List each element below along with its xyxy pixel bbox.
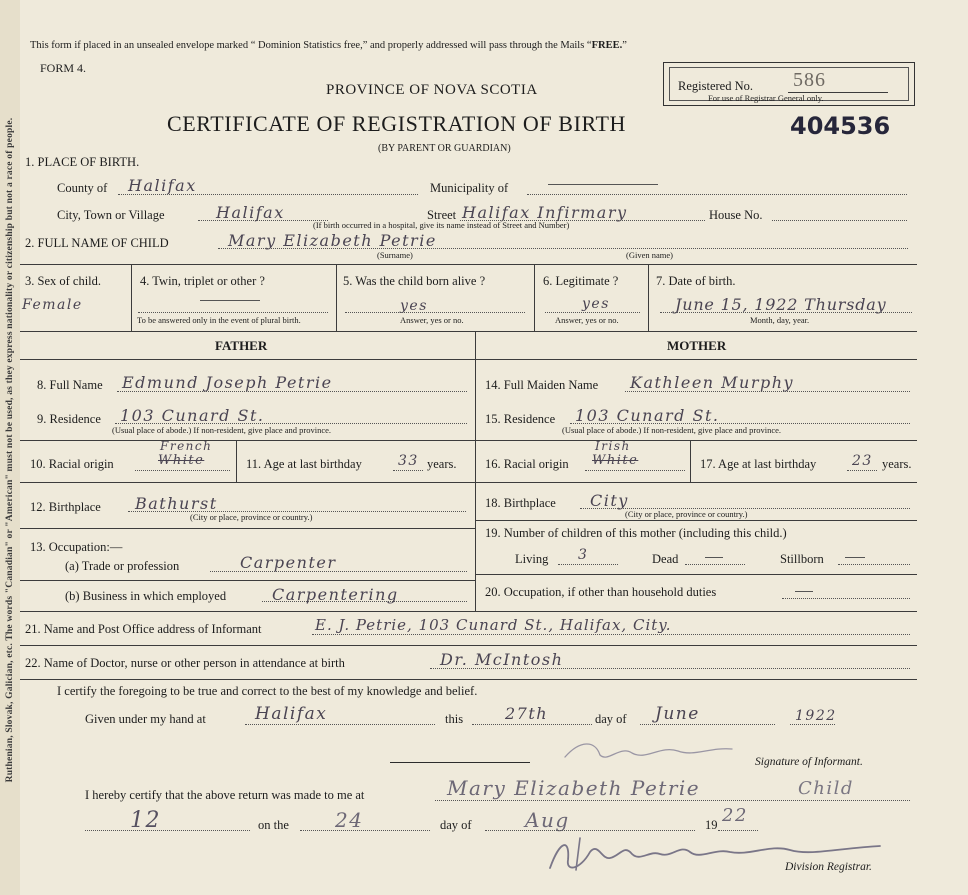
alive-note: Answer, yes or no. [400, 315, 464, 325]
informant-signature [560, 735, 740, 765]
certify-statement: I certify the foregoing to be true and correct to the best of my knowledge and belief. [57, 684, 478, 698]
doctor-label: 22. Name of Doctor, nurse or other person in attendance at birth [25, 656, 345, 670]
mother-birthplace-label: 18. Birthplace [485, 496, 556, 510]
city-label: City, Town or Village [57, 208, 165, 222]
given-name-note: (Given name) [626, 250, 673, 260]
alive-value: yes [400, 298, 428, 314]
mother-name-value: Kathleen Murphy [630, 373, 795, 392]
informant-signature-label: Signature of Informant. [755, 756, 863, 768]
mother-racial-value: White [592, 453, 639, 468]
given-month-value: June [655, 704, 700, 724]
sex-label: 3. Sex of child. [25, 274, 102, 288]
father-name-value: Edmund Joseph Petrie [122, 373, 333, 392]
county-value: Halifax [128, 176, 197, 195]
twin-note: To be answered only in the event of plural birth. [137, 315, 301, 325]
mother-years-label: years. [882, 457, 912, 471]
province-title: PROVINCE OF NOVA SCOTIA [326, 82, 538, 98]
mother-birthplace-note: (City or place, province or country.) [625, 509, 748, 519]
mother-residence-label: 15. Residence [485, 412, 556, 426]
mother-age-label: 17. Age at last birthday [700, 457, 817, 471]
father-heading: FATHER [215, 338, 268, 353]
father-racial-value: White [158, 453, 205, 468]
municipality-label: Municipality of [430, 181, 509, 195]
father-residence-label: 9. Residence [37, 412, 101, 426]
legit-value: yes [582, 296, 610, 312]
father-trade-label: (a) Trade or profession [65, 559, 180, 573]
mother-name-label: 14. Full Maiden Name [485, 378, 599, 392]
child-name-label: 2. FULL NAME OF CHILD [25, 236, 169, 250]
mother-occupation-label: 20. Occupation, if other than household duties [485, 585, 717, 599]
mother-abode-note: (Usual place of abode.) If non-resident, give place and province. [562, 425, 782, 435]
father-business-value: Carpentering [272, 585, 399, 604]
house-label: House No. [709, 208, 763, 222]
registrar-day-of-label: day of [440, 818, 472, 832]
registrar-year: 22 [722, 805, 748, 826]
legit-label: 6. Legitimate ? [543, 274, 619, 288]
hospital-note: (If birth occurred in a hospital, give its name instead of Street and Number) [313, 220, 570, 230]
mother-living-label: Living [515, 552, 549, 566]
child-name-value: Mary Elizabeth Petrie [228, 231, 437, 250]
mother-dead-label: Dead [652, 552, 679, 566]
registrar-day: 24 [335, 808, 364, 832]
form-number: FORM 4. [40, 61, 87, 75]
certificate-title: CERTIFICATE OF REGISTRATION OF BIRTH [167, 111, 626, 136]
given-place-value: Halifax [255, 704, 328, 724]
street-label: Street [427, 208, 457, 222]
mother-stillborn-label: Stillborn [780, 552, 824, 566]
informant-label: 21. Name and Post Office address of Informant [25, 622, 262, 636]
certificate-number: 404536 [790, 112, 891, 140]
day-of-label: day of [595, 712, 627, 726]
division-registrar-label: Division Registrar. [785, 861, 872, 873]
place-of-birth-heading: 1. PLACE OF BIRTH. [25, 155, 140, 169]
father-racial-correction: French [160, 439, 213, 453]
mother-birthplace-value: City [590, 491, 629, 510]
father-age-value: 33 [398, 453, 419, 469]
twin-label: 4. Twin, triplet or other ? [140, 274, 265, 288]
father-occupation-label: 13. Occupation:— [30, 540, 123, 554]
given-label: Given under my hand at [85, 712, 206, 726]
mail-notice: This form if placed in an unsealed envelope marked “ Dominion Statistics free,” and properly addressed will pass through the Mails “FREE.” [30, 40, 627, 51]
given-day-value: 27th [505, 704, 549, 723]
registrar-note: Child [798, 778, 854, 799]
doctor-value: Dr. McIntosh [440, 650, 564, 669]
city-value: Halifax [216, 203, 285, 222]
father-residence-value: 103 Cunard St. [120, 406, 265, 425]
mother-racial-label: 16. Racial origin [485, 457, 569, 471]
father-years-label: years. [427, 457, 457, 471]
father-abode-note: (Usual place of abode.) If non-resident, give place and province. [112, 425, 332, 435]
free-label: FREE. [591, 40, 623, 51]
father-racial-label: 10. Racial origin [30, 457, 114, 471]
registrar-year-prefix: 19 [705, 818, 718, 832]
registered-label: Registered No. [678, 79, 753, 93]
date-value: June 15, 1922 Thursday [675, 295, 887, 314]
subtitle: (BY PARENT OR GUARDIAN) [378, 143, 511, 154]
registrar-month: Aug [525, 808, 570, 832]
given-year-value: 1922 [795, 708, 837, 724]
registered-note: For use of Registrar General only. [708, 93, 824, 103]
father-birthplace-value: Bathurst [135, 494, 218, 513]
mother-racial-correction: Irish [595, 439, 631, 453]
father-birthplace-label: 12. Birthplace [30, 500, 101, 514]
father-name-label: 8. Full Name [37, 378, 103, 392]
registrar-child-name: Mary Elizabeth Petrie [447, 776, 701, 800]
on-the-label: on the [258, 818, 289, 832]
surname-note: (Surname) [377, 250, 413, 260]
mother-children-label: 19. Number of children of this mother (including this child.) [485, 526, 787, 540]
registrar-statement: I hereby certify that the above return was made to me at [85, 788, 365, 802]
mother-heading: MOTHER [667, 338, 727, 353]
mother-age-value: 23 [852, 453, 873, 469]
date-note: Month, day, year. [750, 315, 810, 325]
county-label: County of [57, 181, 108, 195]
street-value: Halifax Infirmary [462, 203, 628, 222]
father-business-label: (b) Business in which employed [65, 589, 227, 603]
this-label: this [445, 712, 464, 726]
date-label: 7. Date of birth. [656, 274, 736, 288]
margin-note: Ruthenian, Slovak, Galician, etc. The words "Canadian" or "American" must not be used, as they express nationality or citizenship but not a race of people. [5, 117, 15, 783]
father-birthplace-note: (City or place, province or country.) [190, 512, 313, 522]
father-age-label: 11. Age at last birthday [246, 457, 362, 471]
mother-residence-value: 103 Cunard St. [575, 406, 720, 425]
registrar-number: 12 [130, 808, 161, 833]
legit-note: Answer, yes or no. [555, 315, 619, 325]
alive-label: 5. Was the child born alive ? [343, 274, 486, 288]
mother-living-value: 3 [578, 547, 589, 563]
informant-value: E. J. Petrie, 103 Cunard St., Halifax, City. [315, 616, 672, 634]
registered-value: 586 [793, 69, 826, 91]
sex-value: Female [22, 297, 83, 313]
father-trade-value: Carpenter [240, 553, 337, 572]
